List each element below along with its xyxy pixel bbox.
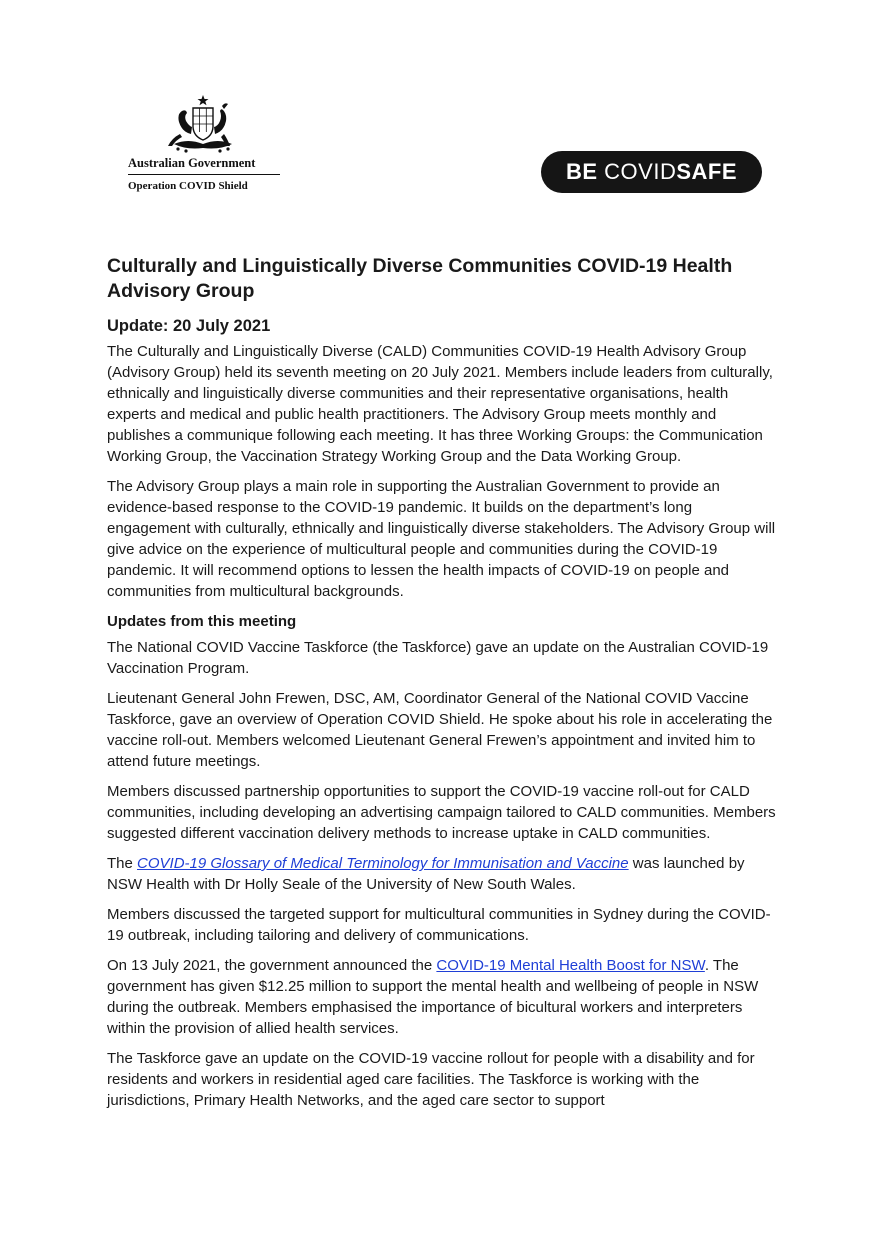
update-paragraph: [107, 955, 777, 1039]
text-run: On 13 July 2021, the government announced the: [107, 957, 437, 974]
update-paragraph: [107, 853, 777, 895]
government-name: Australian Government: [128, 156, 280, 175]
document-body: [107, 254, 777, 1120]
text-run: was launched by NSW Health with Dr Holly Seale of the University of New South Wales.: [107, 855, 745, 893]
text-run: The: [107, 855, 138, 872]
update-paragraph: The Taskforce gave an update on the COVID-19 vaccine rollout for people with a disability and for residents and workers in residential aged care facilities. The Taskforce is working with the jurisdictions, Primary Health Networks, and the aged care sector to support: [107, 1050, 755, 1109]
be-covidsafe-logo: [541, 151, 762, 193]
logo-text-safe: SAFE: [676, 159, 738, 184]
update-paragraph: The National COVID Vaccine Taskforce (the Taskforce) gave an update on the Australian COVID-19 Vaccination Program.: [107, 639, 769, 677]
update-paragraph: Lieutenant General John Frewen, DSC, AM, Coordinator General of the National COVID Vaccine Taskforce, gave an overview of Operation COVID Shield. He spoke about his role in accelerating the vaccine roll-out. Members welcomed Lieutenant General Frewen’s appointment and invited him to attend future meetings.: [107, 690, 773, 770]
update-paragraph: Members discussed the targeted support for multicultural communities in Sydney during the COVID-19 outbreak, including tailoring and delivery of communications.: [107, 906, 771, 944]
updates-heading: Updates from this meeting: [107, 613, 297, 630]
document-title: Culturally and Linguistically Diverse Communities COVID-19 Health Advisory Group: [107, 255, 733, 302]
operation-name: Operation COVID Shield: [128, 180, 248, 192]
logo-text-covid: COVID: [604, 159, 677, 184]
intro-paragraph: The Advisory Group plays a main role in supporting the Australian Government to provide an evidence-based response to the COVID-19 pandemic. It builds on the department’s long engagement with culturally, ethnically and linguistically diverse stakeholders. The Advisory Group will give advice on the experience of multicultural people and communities during the COVID-19 pandemic. It will recommend options to lessen the health impacts of COVID-19 on people and communities from multicultural backgrounds.: [107, 478, 776, 600]
government-logo: [128, 94, 280, 192]
intro-paragraph: The Culturally and Linguistically Diverse (CALD) Communities COVID-19 Health Advisory Group (Advisory Group) held its seventh meeting on 20 July 2021. Members include leaders from culturally, ethnically and linguistically diverse communities and their representative organisations, health experts and medical and public health practitioners. The Advisory Group meets monthly and publishes a communique following each meeting. It has three Working Groups: the Communication Working Group, the Vaccination Strategy Working Group and the Data Working Group.: [107, 343, 773, 465]
coat-of-arms-icon: [164, 94, 242, 154]
logo-text-be: BE: [565, 159, 605, 184]
update-paragraph: Members discussed partnership opportunities to support the COVID-19 vaccine roll-out for CALD communities, including developing an advertising campaign tailored to CALD communities. Members suggested different vaccination delivery methods to increase uptake in CALD communities.: [107, 783, 776, 842]
glossary-link[interactable]: COVID-19 Glossary of Medical Terminology for Immunisation and Vaccine: [137, 855, 629, 872]
text-run: . The government has given $12.25 million to support the mental health and wellbeing of people in NSW during the outbreak. Members emphasised the importance of bicultural workers and interpreters within the provision of allied health services.: [107, 957, 759, 1037]
update-date-heading: Update: 20 July 2021: [107, 317, 271, 335]
mental-health-boost-link[interactable]: COVID-19 Mental Health Boost for NSW: [436, 957, 705, 974]
page-header: [0, 0, 882, 220]
